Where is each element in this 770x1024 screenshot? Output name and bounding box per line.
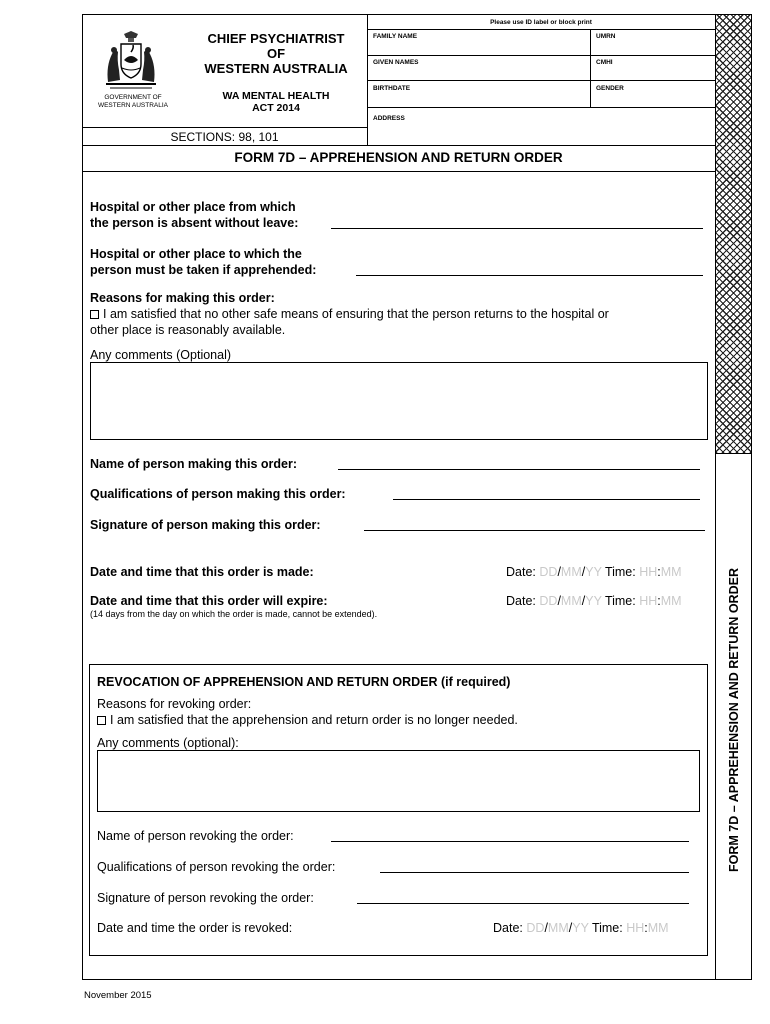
taken-place-field[interactable] bbox=[356, 261, 703, 276]
taken-label-line-1: Hospital or other place to which the bbox=[90, 247, 302, 261]
made-label: Date and time that this order is made: bbox=[90, 565, 314, 579]
family-name-label[interactable]: FAMILY NAME bbox=[373, 33, 418, 40]
comments-box[interactable] bbox=[90, 362, 708, 440]
reason-checkbox[interactable] bbox=[90, 310, 99, 319]
taken-label-line-2: person must be taken if apprehended: bbox=[90, 263, 317, 277]
revoked-datetime-field[interactable]: Date: DD/MM/YY Time: HH:MM bbox=[493, 921, 669, 935]
revoker-qualifications-label: Qualifications of person revoking the order: bbox=[97, 860, 336, 874]
act-line-1: WA MENTAL HEALTH bbox=[222, 90, 330, 102]
address-label[interactable]: ADDRESS bbox=[373, 115, 405, 122]
expire-label: Date and time that this order will expire: bbox=[90, 594, 328, 608]
government-label: GOVERNMENT OF WESTERN AUSTRALIA bbox=[97, 94, 169, 109]
absent-label-line-1: Hospital or other place from which bbox=[90, 200, 296, 214]
revoker-name-label: Name of person revoking the order: bbox=[97, 829, 294, 843]
revocation-checkbox[interactable] bbox=[97, 716, 106, 725]
signature-maker-field[interactable] bbox=[364, 516, 705, 531]
comments-label: Any comments (Optional) bbox=[90, 348, 232, 362]
birthdate-label[interactable]: BIRTHDATE bbox=[373, 85, 411, 92]
absent-label-line-2: the person is absent without leave: bbox=[90, 216, 299, 230]
qualifications-maker-field[interactable] bbox=[393, 485, 700, 500]
signature-maker-label: Signature of person making this order: bbox=[90, 518, 321, 532]
revoker-signature-label: Signature of person revoking the order: bbox=[97, 891, 314, 905]
revocation-comments-box[interactable] bbox=[97, 750, 700, 812]
coat-of-arms-logo bbox=[100, 30, 162, 92]
made-datetime-field[interactable]: Date: DD/MM/YY Time: HH:MM bbox=[506, 565, 682, 579]
absent-place-field[interactable] bbox=[331, 214, 703, 229]
sections-label: SECTIONS: 98, 101 bbox=[170, 130, 279, 144]
cmhi-label[interactable]: CMHI bbox=[596, 59, 613, 66]
reason-checkbox-line bbox=[90, 306, 609, 322]
expire-note: (14 days from the day on which the order is made, cannot be extended). bbox=[90, 609, 378, 619]
act-line-2: ACT 2014 bbox=[252, 102, 300, 114]
title-line-3: WESTERN AUSTRALIA bbox=[204, 61, 348, 76]
title-line-1: CHIEF PSYCHIATRIST bbox=[207, 31, 345, 46]
revocation-comments-label: Any comments (optional): bbox=[97, 736, 239, 750]
revoker-name-field[interactable] bbox=[331, 827, 689, 842]
name-maker-field[interactable] bbox=[338, 455, 700, 470]
side-title bbox=[722, 540, 746, 900]
gender-label[interactable]: GENDER bbox=[596, 85, 624, 92]
given-names-label[interactable]: GIVEN NAMES bbox=[373, 59, 419, 66]
revoked-date-label: Date and time the order is revoked: bbox=[97, 921, 293, 935]
qualifications-maker-label: Qualifications of person making this order: bbox=[90, 487, 346, 501]
revocation-reason-text: I am satisfied that the apprehension and return order is no longer needed. bbox=[110, 713, 518, 727]
revoker-qualifications-field[interactable] bbox=[380, 858, 689, 873]
hatched-margin bbox=[716, 15, 751, 453]
expire-datetime-field[interactable]: Date: DD/MM/YY Time: HH:MM bbox=[506, 594, 682, 608]
reason-text-2: other place is reasonably available. bbox=[90, 323, 286, 337]
form-title: FORM 7D – APPREHENSION AND RETURN ORDER bbox=[234, 150, 563, 165]
revocation-checkbox-line bbox=[97, 712, 518, 728]
hatch-bottom-line bbox=[715, 453, 752, 454]
side-title-text: FORM 7D – APPREHENSION AND RETURN ORDER bbox=[727, 568, 741, 872]
id-label-note: Please use ID label or block print bbox=[490, 19, 592, 26]
reason-text-1: I am satisfied that no other safe means of ensuring that the person returns to the hospital or bbox=[103, 307, 609, 321]
revocation-reasons-label: Reasons for revoking order: bbox=[97, 697, 252, 711]
title-line-2: OF bbox=[266, 46, 286, 61]
name-maker-label: Name of person making this order: bbox=[90, 457, 297, 471]
footer-date: November 2015 bbox=[84, 990, 152, 1001]
revoker-signature-field[interactable] bbox=[357, 889, 689, 904]
revocation-heading: REVOCATION OF APPREHENSION AND RETURN ORDER (if required) bbox=[97, 675, 511, 689]
reasons-heading: Reasons for making this order: bbox=[90, 291, 275, 305]
umrn-label[interactable]: UMRN bbox=[596, 33, 616, 40]
